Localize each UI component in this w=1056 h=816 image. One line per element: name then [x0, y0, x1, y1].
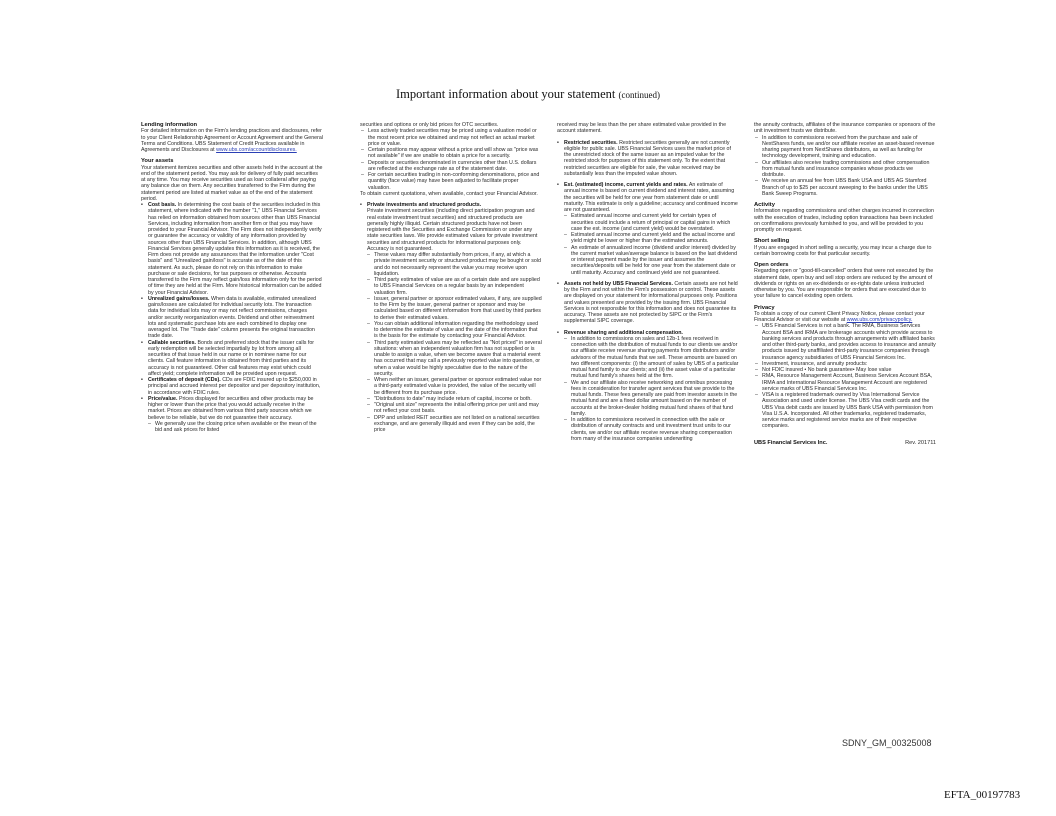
private-dash: – Issuer, general partner or sponsor estimated values, if any, are supplied to the Firm by the issuer, general partner or sponsor and may be calculated based on different information from that used by third parties to derive their estimated values.: [366, 296, 542, 321]
privacy-dash: – UBS Financial Services is not a bank. The RMA, Business Services Account BSA and IRMA are brokerage accounts which provide access to banking services and products through arrangements with affiliated banks and other third-party banks, and provides access to insurance and annuity products issued by unaffiliated third-party insurance companies through insurance agency subsidiaries of UBS Financial Services Inc.: [754, 323, 936, 361]
contact-text: To obtain current quotations, when available, contact your Financial Advisor.: [360, 190, 538, 197]
open-orders-text: Regarding open or "good-till-cancelled" orders that were not executed by the statement date, open buy and sell stop orders are reduced by the amount of dividends or rights on an ex-dividends or ex-rights date unless instructed otherwise by you. You are responsible for orders that are executed due to your failure to cancel existing open orders.: [754, 268, 934, 300]
revenue-title: Revenue sharing and additional compensation.: [564, 329, 683, 336]
private-text: Private investment securities (including direct participation program and real estate investment trust securities) and structured products are generally highly illiquid. Certain structured products have not been registered with the Securities and Exchange Commission or under any state securities laws. We provide estimated values for private investment securities and structured products for informational purposes only. Accuracy is not guaranteed.: [367, 208, 538, 252]
callable-title: Callable securities.: [148, 339, 196, 346]
restricted-text: Restricted securities generally are not currently eligible for public sale. UBS Financial Services uses the market price of the unrestricted stock of the same issuer as an imputed value for the restricted stock for purposes of this statement only. To the extent that restricted securities are eligible for sale, the value received may be substantially less than the imputed value shown.: [564, 139, 731, 177]
cost-basis-title: Cost basis.: [148, 202, 177, 208]
revenue-dash: – Our affiliates also receive trading commissions and other compensation from mutual funds and insurance companies whose products we distribute.: [754, 160, 936, 179]
price-dash: – We generally use the closing price when available or the mean of the bid and ask prices for listed: [147, 421, 323, 434]
private-item: [360, 202, 542, 433]
restricted-item: [557, 140, 739, 178]
privacy-text: [754, 311, 936, 324]
short-selling-section: [754, 238, 936, 257]
title-main: Important information about your statement: [395, 87, 616, 101]
lending-section: [141, 122, 323, 153]
activity-section: [754, 202, 936, 233]
privacy-dash: – Investment, insurance, and annuity products:: [754, 361, 936, 367]
price-dash: – Certain positions may appear without a price and will show as "price was not available" if we are unable to obtain a price for a security.: [360, 147, 542, 160]
cost-basis-text: In determining the cost basis of the securities included in this statement, where indicated with the number "1," UBS Financial Services has relied on information obtained from sources other than UBS Financial Services, including information from another firm or that you may have provided to your Financial Advisor. The Firm does not independently verify or guarantee the accuracy or validity of any information provided by sources other than UBS Financial Services. In addition, although UBS Financial Services generally updates this information as it is received, the Firm does not provide any assurances that the information under "Cost basis" and "Unrealized gain/loss" is accurate as of the date of this statement. As such, please do not rely on this information to make purchase or sale decisions, for tax purposes or otherwise. Accounts transferred to the Firm may reflect gain/loss information only for the period of time they are held at the Firm. More historical information can be added by your Financial Advisor.: [148, 202, 322, 296]
open-orders-section: [754, 262, 936, 300]
footer-revision: Rev. 201711: [905, 439, 936, 446]
private-dash: – DPP and unlisted REIT securities are not listed on a national securities exchange, and are generally illiquid and even if they can be sold, the price: [366, 415, 542, 434]
cds-title: Certificates of deposit (CDs).: [148, 377, 221, 383]
revenue-item: [557, 330, 739, 443]
price-dash: – For certain securities trading in non-conforming denominations, price and quantity (face value) may have been adjusted to facilitate proper valuation.: [360, 172, 542, 191]
restricted-title: Restricted securities.: [564, 139, 618, 146]
est-income-text: An estimate of annual income is based on current dividend and interest rates, assuming the securities will be held for one year from statement date or until maturity. This estimate is only a guideline; accuracy and continued income are not guaranteed.: [564, 182, 738, 213]
privacy-body: To obtain a copy of our current Client Privacy Notice, please contact your Financial Advisor or visit our website at: [754, 310, 925, 323]
revenue-dash: – We receive an annual fee from UBS Bank USA and UBS AG Stamford Branch of up to $25 per account sweeping to the banks under the UBS Bank Sweep Programs.: [754, 178, 936, 197]
title-continued: (continued): [618, 90, 660, 100]
price-dash: – Deposits or securities denominated in currencies other than U.S. dollars are reflected at the exchange rate as of the statement date.: [360, 160, 542, 173]
est-income-dash: – An estimate of annualized income (dividend and/or interest) divided by the current market value/average balance is based on the last dividend or interest payment made by the issuer and assumes the securities/deposits will be held for one year from the statement date or until maturity. Accuracy and continued yield are not guaranteed.: [563, 245, 739, 276]
assets-not-held-item: [557, 281, 739, 325]
page-title: [0, 87, 1056, 102]
est-income-section: [557, 182, 739, 276]
assets-text: Your statement itemizes securities and other assets held in the account at the end of the statement period. You may ask for delivery of fully paid securities at any time. You may receive securities used as loan collateral after paying any balance due on them. Any securities transferred to the Firm during the statement period are listed at market value as of the end of the statement period.: [141, 164, 323, 202]
lending-body: For detailed information on the Firm's lending practices and disclosures, refer to your Client Relationship Agreement or Account Agreement and the General Terms and Conditions. UBS Statement of Credit Practices available in Agreements and Disclosures at: [141, 128, 323, 153]
unrealized-item: [141, 296, 323, 340]
est-income-dash: – Estimated annual income and current yield and the actual income and yield might be lower or higher than the estimated amounts.: [563, 232, 739, 245]
lending-text: [141, 128, 323, 153]
column-3: [557, 122, 739, 447]
price-cont-text: securities and options or only bid prices for OTC securities.: [360, 122, 499, 128]
privacy-policy-link[interactable]: www.ubs.com/privacypolicy.: [846, 317, 913, 323]
assets-not-held-text: Certain assets are not held by the Firm and not within the Firm's possession or control. These assets are displayed on your statement for informational purposes only. Positions and values presented are provided by the issuing firm. UBS Financial Services is not responsible for this information and does not guarantee its accuracy. These assets are not protected by SIPC or the Firm's supplemental SIPC coverage.: [564, 280, 738, 325]
unrealized-text: When data is available, estimated unrealized gains/losses are calculated for individual security lots. The transaction data for individual lots may or may not reflect commissions, charges and/or security reorganization events. Dividend and other reinvestment lots and systematic purchase lots are each combined to display one averaged lot. The "Trade date" column presents the original transaction trade date.: [148, 295, 317, 340]
lending-heading: Lending information: [141, 122, 198, 128]
account-disclosures-link[interactable]: www.ubs.com/accountdisclosures.: [216, 147, 297, 153]
open-orders-heading: Open orders: [754, 262, 789, 268]
privacy-heading: Privacy: [754, 304, 775, 311]
column-4: [754, 122, 936, 446]
privacy-section: [754, 305, 936, 430]
price-item: [141, 396, 323, 434]
restricted-section: [557, 140, 739, 178]
est-income-item: [557, 182, 739, 276]
private-cont-text: received may be less than the per share estimated value provided in the account statement.: [557, 122, 727, 135]
short-selling-text: If you are engaged in short selling a security, you may incur a charge due to certain borrowing costs for that particular security.: [754, 244, 932, 257]
column-1: [141, 122, 323, 438]
price-dash: – Less actively traded securities may be priced using a valuation model or the most recent price we obtained and may not reflect an actual market price or value.: [360, 128, 542, 147]
column-2: [360, 122, 542, 438]
revenue-dash: – We and our affiliate also receive networking and omnibus processing fees in consideration for transfer agent services that we provide to the mutual funds. These fees generally are paid from investor assets in the mutual fund and are a fixed dollar amount based on the number of accounts at the broker-dealer holding mutual fund shares of that fund family.: [563, 380, 739, 418]
cost-basis-item: [141, 202, 323, 296]
revenue-continued-section: [754, 122, 936, 197]
private-continued-section: [557, 122, 739, 135]
private-dash: – Third party estimated values may be reflected as "Not priced" in several situations: when an independent valuation firm has not supplied or is unable to assign a value, when we become aware that a material event has occurred that may call a previously reported value into question, or when a value would be highly speculative due to the nature of the security.: [366, 340, 542, 378]
est-income-dash: – Estimated annual income and current yield for certain types of securities could include a return of principal or capital gains in which case the est. income (and current yield) would be overstated.: [563, 213, 739, 232]
short-selling-heading: Short selling: [754, 238, 790, 245]
private-dash: – Third party estimates of value are as of a certain date and are supplied to UBS Financial Services on a regular basis by an independent valuation firm.: [366, 277, 542, 296]
footer-company-name: UBS Financial Services Inc.: [754, 439, 828, 446]
private-section: [360, 202, 542, 433]
callable-text: Bonds and preferred stock that the issuer calls for early redemption will be selected impartially by lot from among all securities of that issue held in our name or in nominee name for our clients. Call feature information is obtained from third parties and its accuracy is not guaranteed. Other call features may exist which could affect yield; complete information will be provided upon request.: [148, 339, 315, 377]
revenue-cont-text: the annuity contracts, affiliates of the insurance companies or sponsors of the unit investment trusts we distribute.: [754, 122, 936, 135]
column-footer: [754, 440, 936, 446]
assets-heading: Your assets: [141, 158, 174, 165]
bates-number-efta: EFTA_00197783: [944, 789, 1021, 801]
private-dash: – You can obtain additional information regarding the methodology used to determine the estimate of value and the date of the information that is the basis for the estimate by contacting your Financial Advisor.: [366, 321, 542, 340]
price-continued-section: [360, 122, 542, 197]
revenue-dash: – In addition to commissions received in connection with the sale or distribution of annuity contracts and unit investment trust units to our clients, we and/or our affiliate receive revenue sharing compensation from many of the insurance companies underwriting: [563, 417, 739, 442]
cds-text: CDs are FDIC insured up to $250,000 in principal and accrued interest per depositor and per depository institution, in accordance with FDIC rules.: [148, 377, 321, 396]
private-dash: – When neither an issuer, general partner or sponsor estimated value nor a third-party estimated value is provided, the value of the security will be different from its purchase price.: [366, 377, 542, 396]
unrealized-title: Unrealized gains/losses.: [148, 295, 210, 302]
private-dash: – These values may differ substantially from prices, if any, at which a private investment security or structured product may be bought or sold and do not necessarily represent the value you may receive upon liquidation.: [366, 252, 542, 277]
private-title: Private investments and structured products.: [367, 202, 482, 208]
assets-not-held-title: Assets not held by UBS Financial Services.: [564, 280, 673, 287]
activity-heading: Activity: [754, 202, 775, 208]
activity-text: Information regarding commissions and other charges incurred in connection with the execution of trades, including option transactions has been included on confirmations previously furnished to you, and will be provided to you promptly on request.: [754, 208, 934, 233]
price-text: Prices displayed for securities and other products may be higher or lower than the price that you would actually receive in the market. Prices are obtained from various third party sources which we believe to be reliable, but we do not guarantee their accuracy.: [148, 395, 314, 421]
privacy-dash: – Not FDIC insured • No bank guarantee• May lose value: [754, 367, 936, 373]
assets-section: [141, 158, 323, 433]
privacy-dash: – VISA is a registered trademark owned by Visa International Service Association and used under license. The UBS Visa credit cards and the UBS Visa debit cards are issued by UBS Bank USA with permission from Visa U.S.A. Incorporated. All other trademarks, registered trademarks, service marks and registered service marks are of their respective companies.: [754, 392, 936, 430]
revenue-section: [557, 330, 739, 443]
bates-number-sdny: SDNY_GM_00325008: [842, 738, 932, 748]
est-income-title: Est. (estimated) income, current yields and rates.: [564, 182, 688, 188]
revenue-dash: – In addition to commissions on sales and 12b-1 fees received in connection with the distribution of mutual funds to our clients we and/or our affiliate receive revenue sharing payments from distributors and/or advisors of the mutual funds that we sell. These amounts are based on two different components: (i) the amount of sales by UBS of a particular mutual fund family to our clients; and (ii) the asset value of a particular mutual fund family's shares held at the firm.: [563, 336, 739, 380]
callable-item: [141, 340, 323, 378]
cds-item: [141, 377, 323, 396]
private-dash: – "Distributions to date" may include return of capital, income or both.: [366, 396, 542, 402]
revenue-dash: – In addition to commissions received from the purchase and sale of NextShares funds, we and/or our affiliate receive an asset-based revenue sharing payment from NextShares distributors, as well as funding for technology development, training and education.: [754, 135, 936, 160]
price-title: Price/value.: [148, 395, 178, 402]
privacy-dash: – RMA, Resource Management Account, Business Services Account BSA, IRMA and International Resource Management Account are registered service marks of UBS Financial Services Inc.: [754, 373, 936, 392]
assets-not-held-section: [557, 281, 739, 325]
private-dash: – "Original unit size" represents the initial offering price per unit and may not reflect your cost basis.: [366, 402, 542, 415]
